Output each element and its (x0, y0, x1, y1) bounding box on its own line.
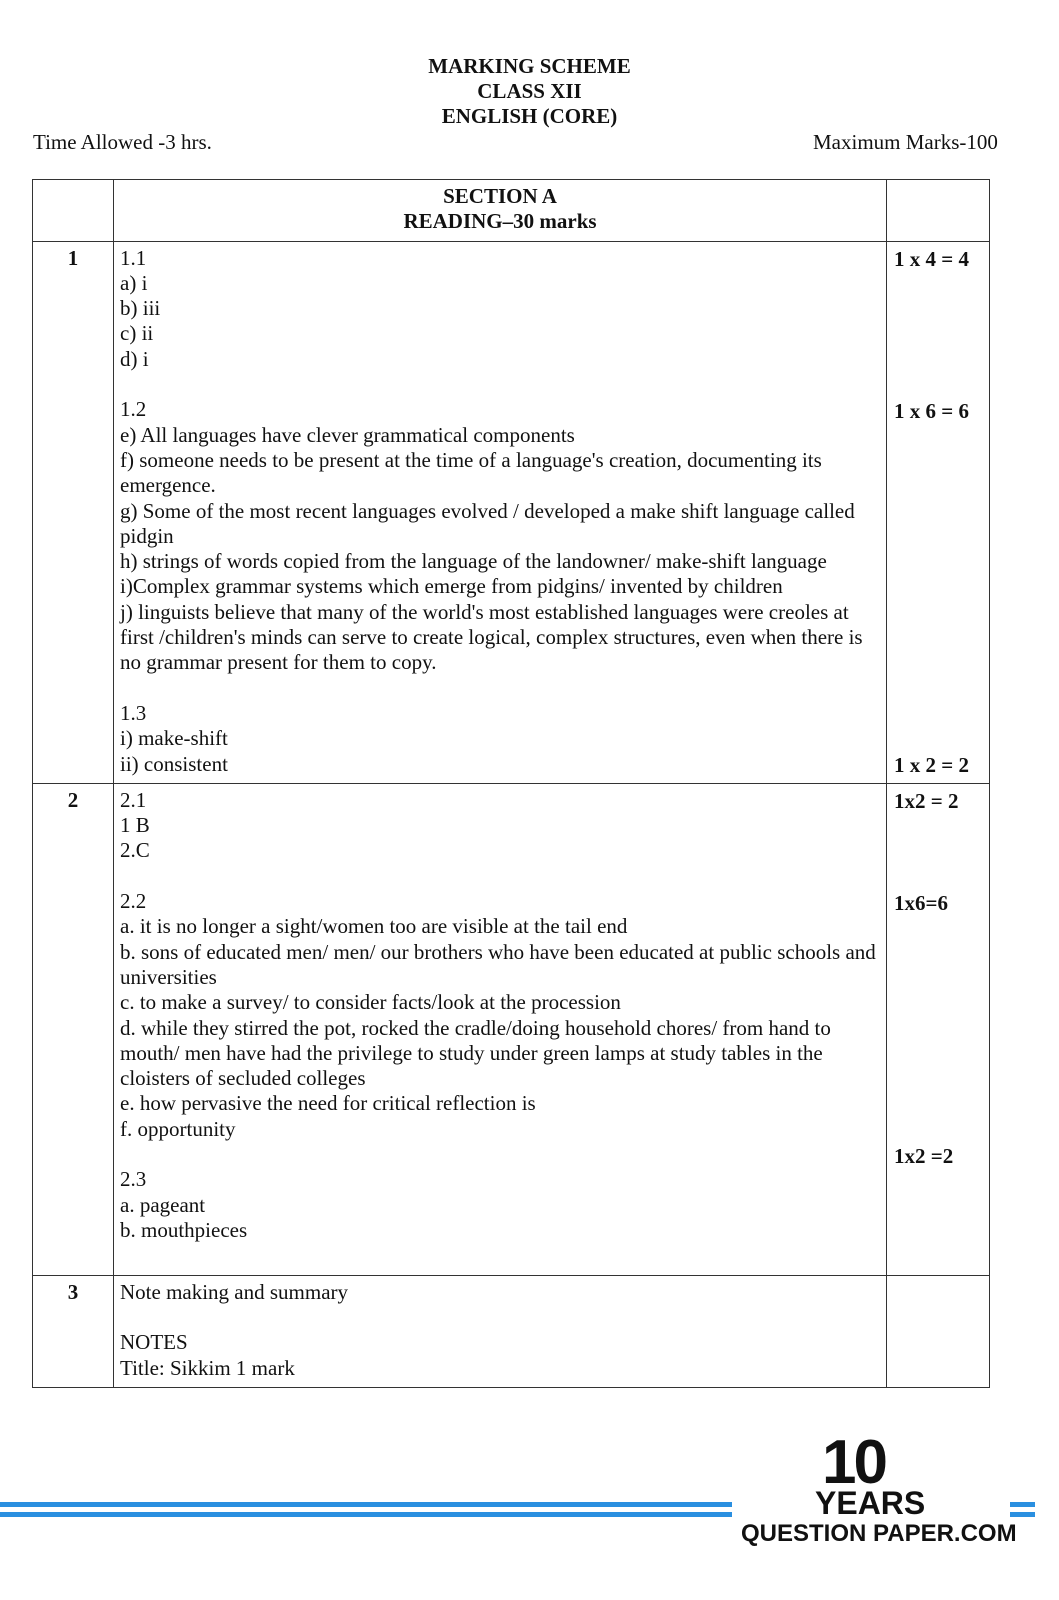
section-heading (114, 180, 887, 242)
answer-line: e) All languages have clever grammatical components (120, 422, 575, 447)
answer-line: a) i (120, 270, 148, 295)
marks-value: 1 x 4 = 4 (894, 246, 969, 271)
logo-years: YEARS (815, 1485, 926, 1521)
notes-title: Title: Sikkim 1 mark (120, 1355, 295, 1380)
maximum-marks: Maximum Marks-100 (813, 130, 998, 154)
time-allowed: Time Allowed -3 hrs. (33, 130, 212, 154)
answer-line: 2.C (120, 838, 150, 863)
answer-line: g) Some of the most recent languages evolved / developed a make shift language called pidgin (120, 498, 855, 548)
subquestion-label: 2.3 (120, 1167, 147, 1192)
answer-line: d. while they stirred the pot, rocked the cradle/doing household chores/ from hand to mouth/ men have had the privilege to study under green lamps at study tables in the cloisters of secluded colleges (120, 1015, 831, 1091)
marking-table (32, 179, 990, 1388)
marks-value: 1x2 = 2 (894, 788, 959, 813)
logo-number: 10 (822, 1428, 885, 1497)
answer-line: e. how pervasive the need for critical reflection is (120, 1091, 536, 1116)
question-number: 2 (33, 783, 114, 1275)
subquestion-label: 2.1 (120, 787, 147, 812)
answer-line: h) strings of words copied from the language of the landowner/ make-shift language (120, 549, 827, 574)
answer-line: b) iii (120, 296, 161, 321)
subquestion-label: 1.3 (120, 700, 147, 725)
answer-line: j) linguists believe that many of the world's most established languages were creoles at first /children's minds can serve to create logical, complex structures, even when there is no grammar present for them to copy. (120, 599, 863, 675)
marks-value: 1x2 =2 (894, 1143, 954, 1168)
answer-cell (114, 241, 887, 783)
answer-line: d) i (120, 346, 149, 371)
subquestion-label: 1.1 (120, 245, 147, 270)
answer-line: ii) consistent (120, 751, 228, 776)
marks-cell (887, 241, 990, 783)
marks-value: 1x6=6 (894, 890, 948, 915)
answer-line: c. to make a survey/ to consider facts/look at the procession (120, 990, 621, 1015)
answer-cell (114, 1275, 887, 1387)
section-subtitle: READING–30 marks (403, 209, 597, 234)
subquestion-label: 1.2 (120, 397, 147, 422)
answer-line: f. opportunity (120, 1116, 236, 1141)
answer-line: a. it is no longer a sight/women too are visible at the tail end (120, 914, 628, 939)
logo-site-name: QUESTION PAPER.COM (741, 1520, 1017, 1547)
question-row-1 (33, 241, 990, 783)
answer-line: f) someone needs to be present at the time of a language's creation, documenting its emergence. (120, 447, 822, 498)
answer-line: i)Complex grammar systems which emerge from pidgins/ invented by children (120, 574, 783, 599)
question-heading: Note making and summary (120, 1279, 349, 1304)
answer-line: a. pageant (120, 1192, 206, 1217)
doc-subject: ENGLISH (CORE) (441, 104, 618, 128)
marks-value: 1 x 2 = 2 (894, 752, 969, 777)
section-title: SECTION A (443, 184, 557, 208)
answer-line: 1 B (120, 813, 150, 838)
subquestion-label: 2.2 (120, 889, 147, 914)
section-header-row (33, 180, 990, 242)
marks-cell (887, 783, 990, 1275)
doc-title: MARKING SCHEME (428, 54, 631, 78)
marks-cell (887, 1275, 990, 1387)
answer-line: i) make-shift (120, 726, 228, 751)
answer-line: c) ii (120, 321, 154, 346)
answer-line: b. sons of educated men/ men/ our brothers who have been educated at public schools and universities (120, 939, 876, 989)
notes-label: NOTES (120, 1330, 188, 1355)
question-number: 1 (33, 241, 114, 783)
question-row-3 (33, 1275, 990, 1387)
question-number: 3 (33, 1275, 114, 1387)
question-row-2 (33, 783, 990, 1275)
answer-line: b. mouthpieces (120, 1217, 248, 1242)
doc-class: CLASS XII (477, 79, 582, 103)
marks-value: 1 x 6 = 6 (894, 398, 969, 423)
answer-cell (114, 783, 887, 1275)
